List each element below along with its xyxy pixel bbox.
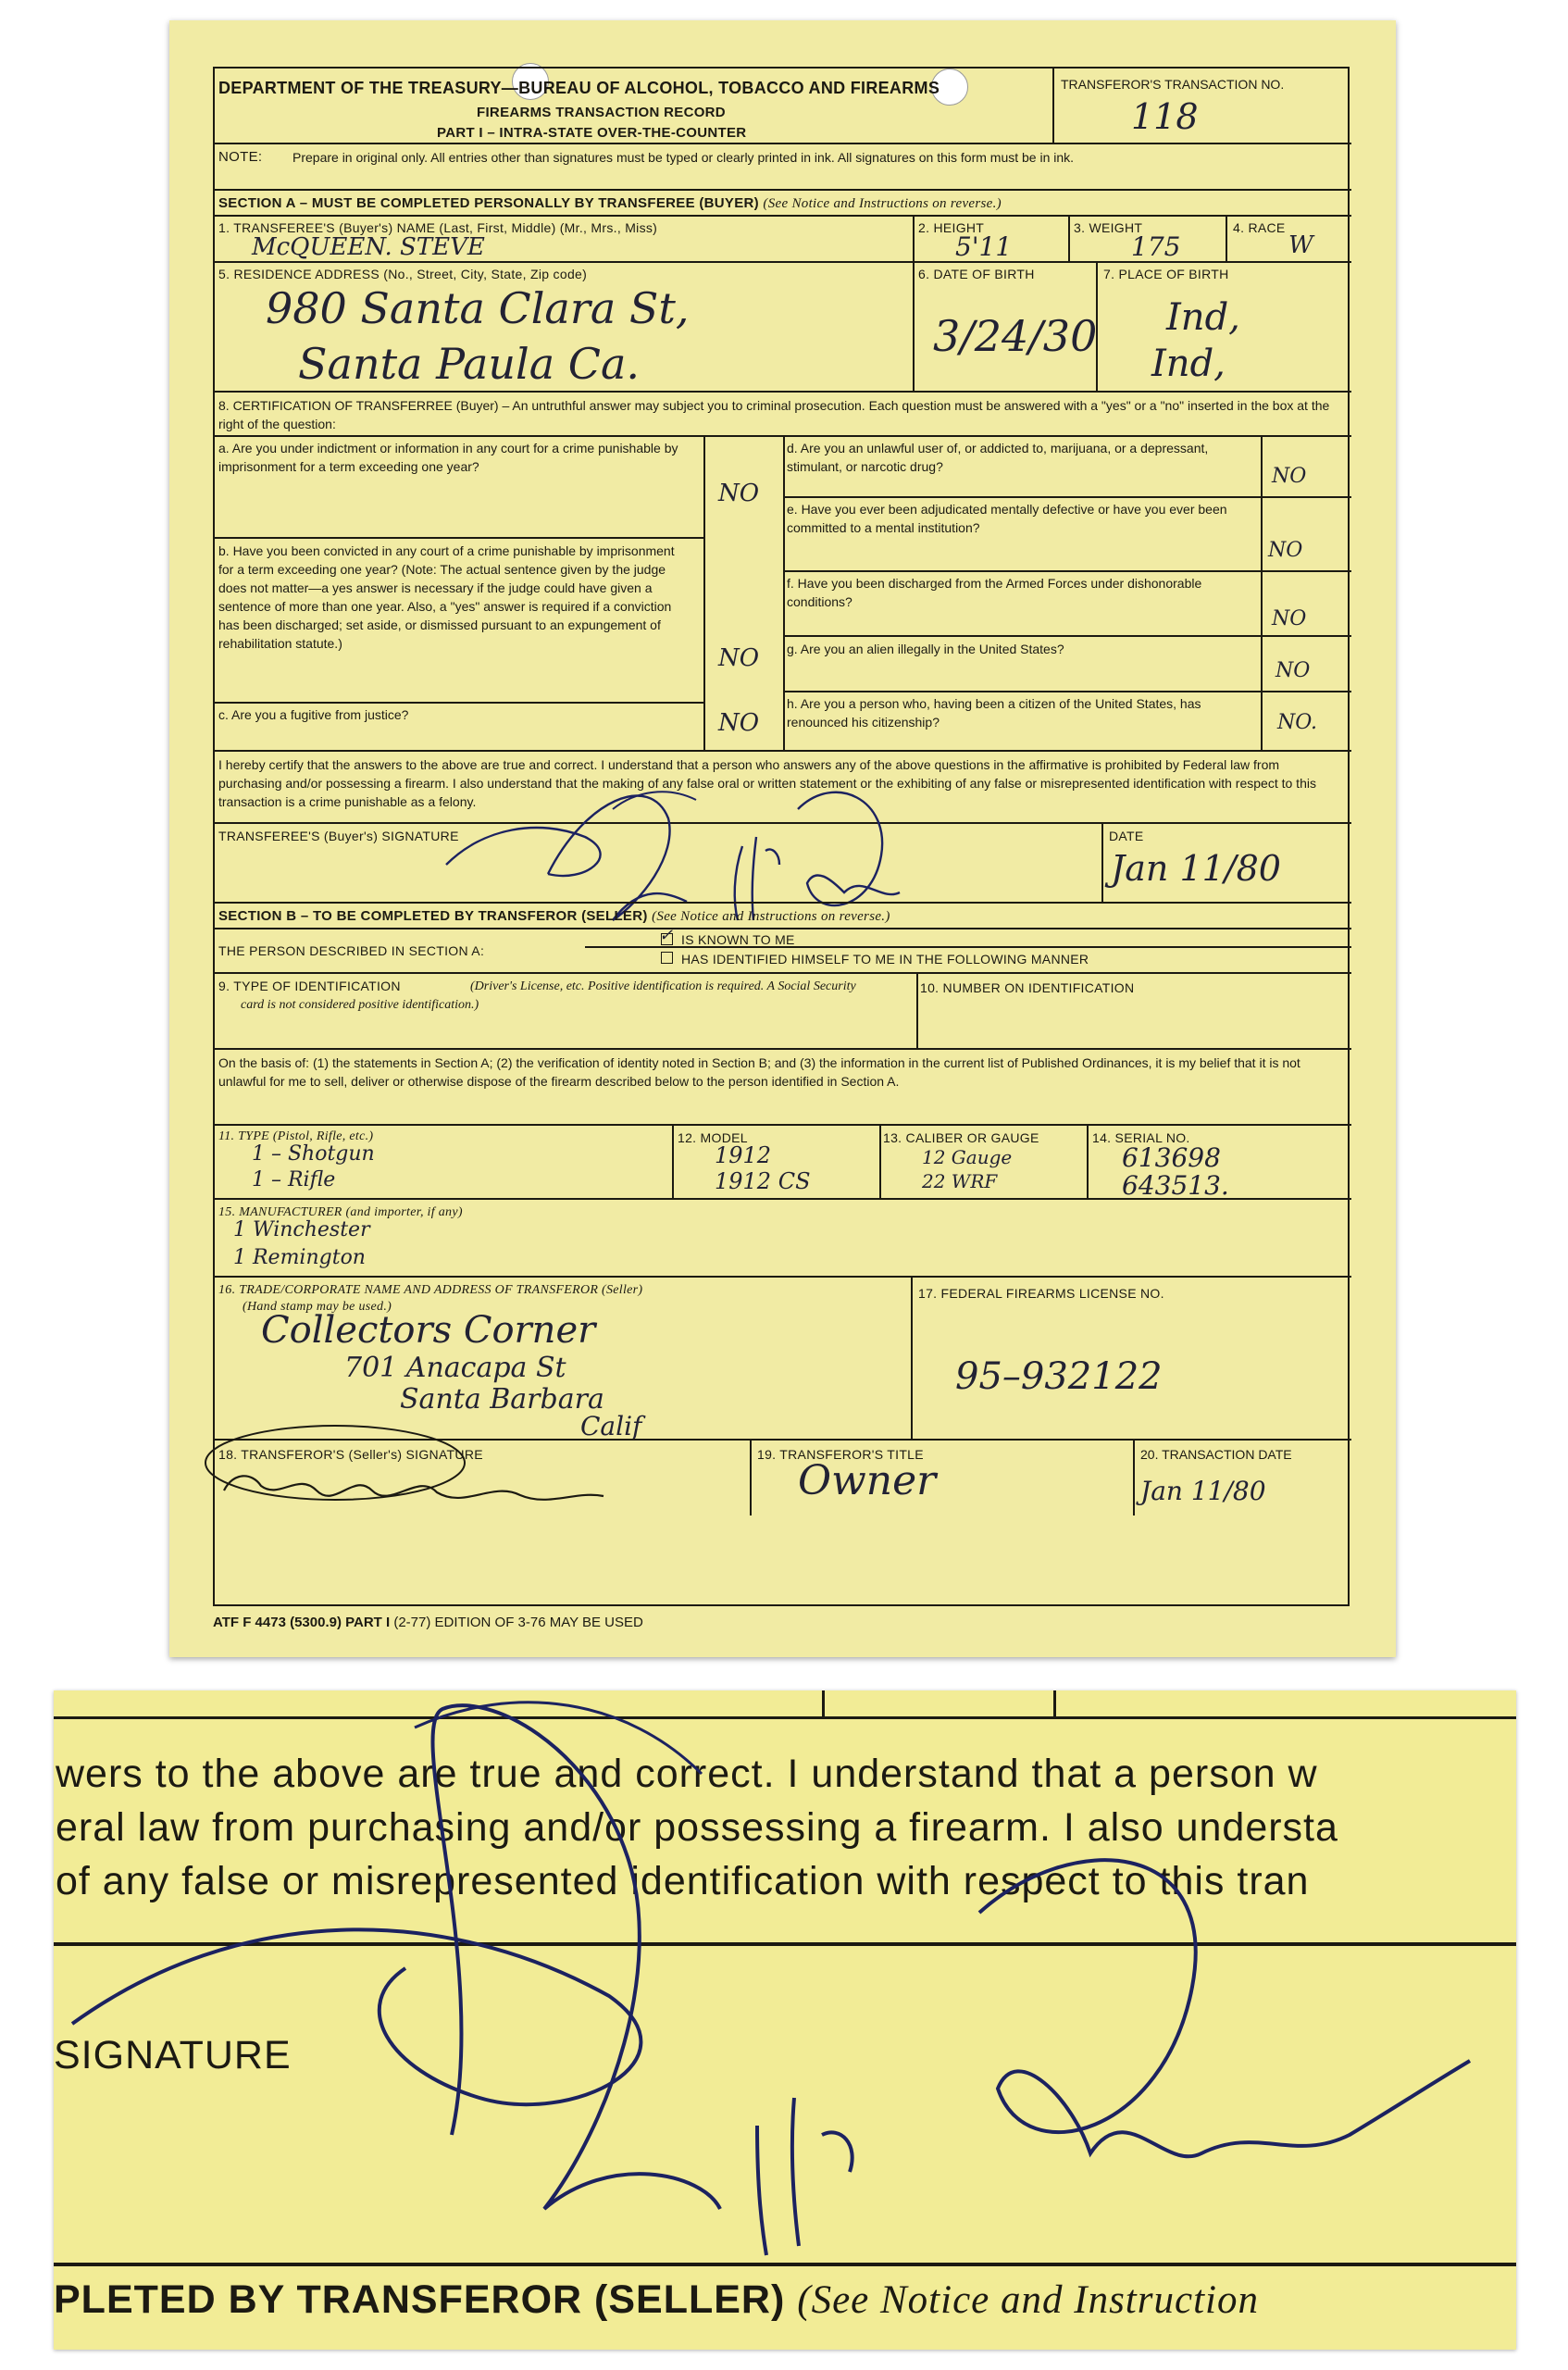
agency-title: DEPARTMENT OF THE TREASURY—BUREAU OF ALCOHOL, TOBACCO AND FIREARMS [218, 79, 940, 97]
caliber-line-1: 12 Gauge [922, 1146, 1013, 1168]
pob-line-1: Ind, [1166, 296, 1240, 339]
id-type-note: (Driver's License, etc. Positive identification is required. A Social Security card is not considered positive identification.) [241, 979, 856, 1012]
form-subtitle: PART I – INTRA-STATE OVER-THE-COUNTER [437, 125, 747, 141]
certification-label: 8. CERTIFICATION OF TRANSFERREE (Buyer) – An untruthful answer may subject you to criminal prosecution. Each question must be answered with a "yes" or a "no" inserted in the box at the right of the question: [218, 398, 1330, 431]
model-label: 12. MODEL [678, 1130, 748, 1145]
date-label: DATE [1109, 829, 1144, 843]
firearms-transaction-form [213, 67, 1350, 1606]
certify-statement: I hereby certify that the answers to the above are true and correct. I understand that a person who answers any of the above questions in the affirmative is prohibited by Federal law from purchasing and/or possessing a firearm. I also understand that the making of any false oral or written statement or the exhibiting of any false or misrepresented identification with respect to this transaction is a crime punishable as a felony. [218, 757, 1316, 809]
dob-value: 3/24/30 [933, 311, 1098, 361]
trade-name-note: (Hand stamp may be used.) [243, 1300, 392, 1314]
address-line-1: 980 Santa Clara St, [266, 283, 690, 333]
model-line-2: 1912 CS [715, 1168, 811, 1194]
question-e: e. Have you ever been adjudicated mentally defective or have you ever been committed to a mental institution? [787, 502, 1227, 535]
race-value: W [1288, 231, 1313, 259]
trade-line-4: Calif [580, 1411, 642, 1441]
known-check-mark: ✓ [659, 926, 674, 945]
identified-checkbox[interactable] [661, 952, 673, 964]
pob-label: 7. PLACE OF BIRTH [1103, 267, 1229, 281]
caliber-label: 13. CALIBER OR GAUGE [883, 1130, 1039, 1145]
zoom-signature-label: SIGNATURE [54, 2033, 292, 2077]
trade-line-2: 701 Anacapa St [344, 1352, 566, 1384]
trade-name-label: 16. TRADE/CORPORATE NAME AND ADDRESS OF TRANSFEROR (Seller) [218, 1283, 643, 1297]
txn-date-value: Jan 11/80 [1140, 1476, 1266, 1506]
seller-title-value: Owner [798, 1457, 937, 1504]
manufacturer-line-1: 1 Winchester [233, 1218, 370, 1241]
described-label: THE PERSON DESCRIBED IN SECTION A: [218, 943, 485, 958]
buyer-name-label: 1. TRANSFEREE'S (Buyer's) NAME (Last, First, Middle) (Mr., Mrs., Miss) [218, 220, 658, 235]
type-line-1: 1 – Shotgun [252, 1142, 375, 1166]
buyer-name-value: McQUEEN. STEVE [252, 233, 485, 261]
weight-value: 175 [1131, 231, 1181, 262]
question-f: f. Have you been discharged from the Armed Forces under dishonorable conditions? [787, 576, 1202, 609]
answer-d: NO [1272, 465, 1307, 488]
note-text: Prepare in original only. All entries other than signatures must be typed or clearly printed in ink. All signatures on this form must be in ink. [292, 150, 1075, 165]
question-b: b. Have you been convicted in any court of a crime punishable by imprisonment for a term exceeding one year? (Note: The actual sentence given by the judge does not matter—a yes answer is necessary if the judge could have given a sentence of more than one year. Also, a "yes" answer is required if a conviction has been discharged; set aside, or dismissed pursuant to an expungement of rehabilitation statute.) [218, 543, 675, 651]
form-paper [169, 20, 1396, 1657]
manufacturer-line-2: 1 Remington [233, 1246, 366, 1269]
section-a-heading: SECTION A – MUST BE COMPLETED PERSONALLY BY TRANSFEREE (BUYER) (See Notice and Instructions on reverse.) [218, 195, 1002, 211]
answer-a: NO [718, 480, 760, 507]
seller-signature [196, 1407, 631, 1518]
caliber-line-2: 22 WRF [922, 1170, 998, 1192]
form-title: FIREARMS TRANSACTION RECORD [477, 105, 726, 120]
id-type-label: 9. TYPE OF IDENTIFICATION [218, 979, 401, 993]
height-value: 5'11 [955, 231, 1013, 262]
note-label: NOTE: [218, 149, 263, 165]
form-footer: ATF F 4473 (5300.9) PART I (2-77) EDITION OF 3-76 MAY BE USED [213, 1615, 643, 1630]
dob-label: 6. DATE OF BIRTH [918, 267, 1035, 281]
answer-c: NO [718, 709, 760, 737]
question-c: c. Are you a fugitive from justice? [218, 707, 409, 722]
answer-f: NO [1272, 607, 1307, 630]
ffl-value: 95–932122 [955, 1355, 1163, 1398]
question-d: d. Are you an unlawful user of, or addicted to, marijuana, or a depressant, stimulant, or narcotic drug? [787, 441, 1209, 474]
txn-date-label: 20. TRANSACTION DATE [1140, 1447, 1292, 1462]
date-value: Jan 11/80 [1111, 848, 1281, 889]
height-label: 2. HEIGHT [918, 220, 985, 235]
option-known: IS KNOWN TO ME [681, 932, 795, 947]
zoom-text-line-3: of any false or misrepresented identification with respect to this tran [56, 1859, 1310, 1903]
section-b-heading: SECTION B – TO BE COMPLETED BY TRANSFEROR (SELLER) (See Notice and Instructions on reverse.) [218, 908, 890, 924]
seller-signature-label: 18. TRANSFEROR'S (Seller's) SIGNATURE [218, 1447, 483, 1462]
zoom-bottom-line: PLETED BY TRANSFEROR (SELLER) (See Notice and Instruction [54, 2277, 1259, 2322]
serial-line-2: 643513. [1122, 1170, 1229, 1201]
txn-no-label: TRANSFEROR'S TRANSACTION NO. [1061, 77, 1285, 92]
address-line-2: Santa Paula Ca. [298, 339, 641, 389]
trade-line-1: Collectors Corner [261, 1309, 596, 1352]
address-label: 5. RESIDENCE ADDRESS (No., Street, City, State, Zip code) [218, 267, 588, 281]
model-line-1: 1912 [715, 1142, 772, 1168]
txn-no-value: 118 [1131, 96, 1199, 137]
answer-e: NO [1268, 539, 1303, 562]
manufacturer-label: 15. MANUFACTURER (and importer, if any) [218, 1205, 463, 1219]
ffl-label: 17. FEDERAL FIREARMS LICENSE NO. [918, 1286, 1164, 1301]
zoom-text-line-2: eral law from purchasing and/or possessing a firearm. I also understa [56, 1805, 1338, 1850]
basis-statement: On the basis of: (1) the statements in Section A; (2) the verification of identity noted in Section B; and (3) the information in the current list of Published Ordinances, it is my belief that it is not unlawful for me to sell, deliver or otherwise dispose of the firearm described below to the person identified in Section A. [218, 1055, 1300, 1089]
option-identified: HAS IDENTIFIED HIMSELF TO ME IN THE FOLLOWING MANNER [681, 952, 1089, 967]
id-number-label: 10. NUMBER ON IDENTIFICATION [920, 980, 1135, 995]
zoom-buyer-signature [54, 1690, 1516, 2350]
question-h: h. Are you a person who, having been a citizen of the United States, has renounced his citizenship? [787, 696, 1201, 730]
signature-zoom-inset [54, 1690, 1516, 2350]
question-g: g. Are you an alien illegally in the United States? [787, 642, 1064, 656]
pob-line-2: Ind, [1151, 343, 1226, 385]
type-line-2: 1 – Rifle [252, 1168, 336, 1191]
weight-label: 3. WEIGHT [1074, 220, 1143, 235]
race-label: 4. RACE [1233, 220, 1286, 235]
buyer-signature-label: TRANSFEREE'S (Buyer's) SIGNATURE [218, 829, 459, 843]
zoom-text-line-1: wers to the above are true and correct. I understand that a person w [56, 1752, 1318, 1796]
question-a: a. Are you under indictment or information in any court for a crime punishable by imprisonment for a term exceeding one year? [218, 441, 678, 474]
seller-title-label: 19. TRANSFEROR'S TITLE [757, 1447, 924, 1462]
serial-label: 14. SERIAL NO. [1092, 1130, 1190, 1145]
answer-g: NO [1276, 659, 1311, 682]
trade-line-3: Santa Barbara [400, 1383, 604, 1416]
type-label: 11. TYPE (Pistol, Rifle, etc.) [218, 1129, 374, 1143]
answer-h: NO. [1277, 711, 1317, 734]
serial-line-1: 613698 [1122, 1142, 1221, 1173]
answer-b: NO [718, 644, 760, 672]
